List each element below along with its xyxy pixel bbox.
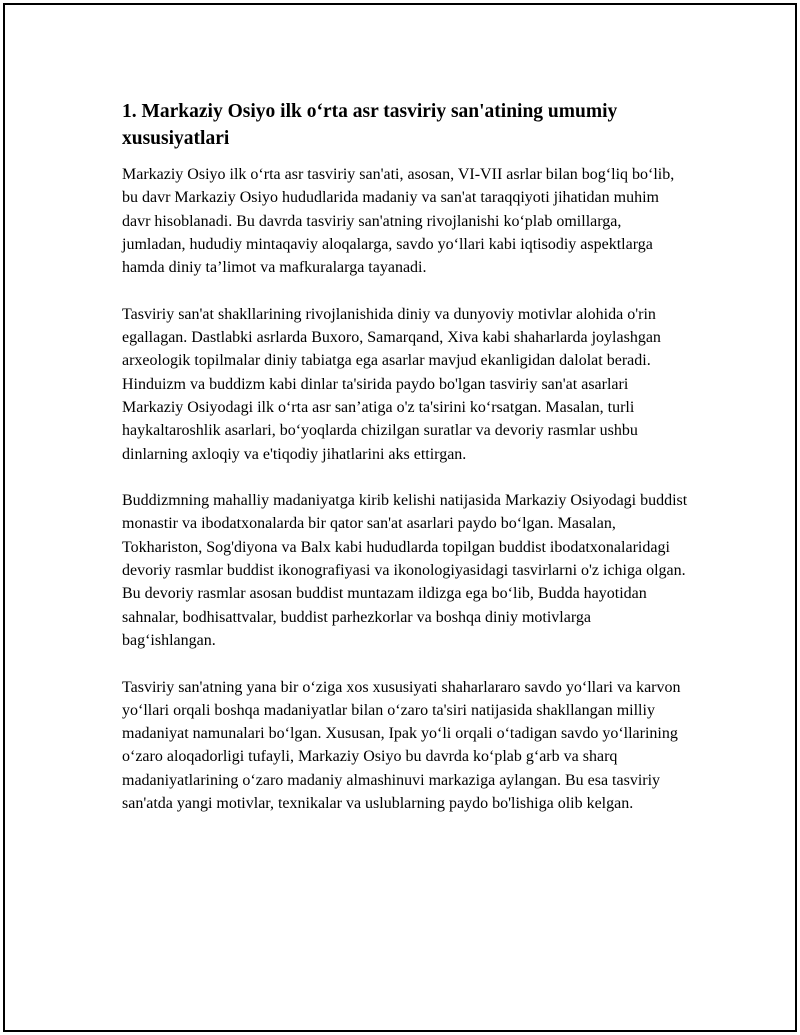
paragraph-4: Tasviriy san'atning yana bir o‘ziga xos xususiyati shaharlararo savdo yo‘llari va karvon yo‘llari orqali boshqa madaniyatlar bilan o‘zaro ta'siri natijasida shakllangan milliy madaniyat namunalari bo‘lgan. Xususan, Ipak yo‘li orqali o‘tadigan savdo yo‘llarining o‘zaro aloqadorligi tufayli, Markaziy Osiyo bu davrda ko‘plab g‘arb va sharq madaniyatlarining o‘zaro madaniy almashinuvi markaziga aylangan. Bu esa tasviriy san'atda yangi motivlar, texnikalar va uslublarning paydo bo'lishiga olib kelgan. [122, 678, 681, 813]
paragraph-3: Buddizmning mahalliy madaniyatga kirib kelishi natijasida Markaziy Osiyodagi buddist monastir va ibodatxonalarda bir qator san'at asarlari paydo bo‘lgan. Masalan, Tokhariston, Sog'diyona va Balx kabi hududlarda topilgan buddist ibodatxonalaridagi devoriy rasmlar buddist ikonografiyasi va ikonologiyasidagi tasvirlarni o'z ichiga olgan. Bu devoriy rasmlar asosan buddist muntazam ildizga ega bo‘lib, Budda hayotidan sahnalar, bodhisattvalar, buddist parhezkorlar va boshqa diniy motivlarga bag‘ishlangan. [122, 492, 688, 649]
paragraph-1: Markaziy Osiyo ilk o‘rta asr tasviriy san'ati, asosan, VI-VII asrlar bilan bog‘liq bo‘lib, bu davr Markaziy Osiyo hududlarida madaniy va san'at taraqqiyoti jihatidan muhim davr hisoblanadi. Bu davrda tasviriy san'atning rivojlanishi ko‘plab omillarga, jumladan, hududiy mintaqaviy aloqalarga, savdo yo‘llari kabi iqtisodiy aspektlarga hamda diniy ta’limot va mafkuralarga tayanadi. [122, 166, 675, 277]
document-body [122, 98, 688, 839]
section-heading: 1. Markaziy Osiyo ilk o‘rta asr tasviriy san'atining umumiy xususiyatlari [122, 101, 618, 149]
paragraph-2: Tasviriy san'at shakllarining rivojlanishida diniy va dunyoviy motivlar alohida o'rin egallagan. Dastlabki asrlarda Buxoro, Samarqand, Xiva kabi shaharlarda joylashgan arxeologik topilmalar diniy tabiatga ega asarlar mavjud ekanligidan dalolat beradi. Hinduizm va buddizm kabi dinlar ta'sirida paydo bo'lgan tasviriy san'at asarlari Markaziy Osiyodagi ilk o‘rta asr san’atiga o'z ta'sirini ko‘rsatgan. Masalan, turli haykaltaroshlik asarlari, bo‘yoqlarda chizilgan suratlar va devoriy rasmlar ushbu dinlarning axloqiy va e'tiqodiy jihatlarini aks ettirgan. [122, 305, 661, 463]
page-frame [3, 3, 797, 1032]
